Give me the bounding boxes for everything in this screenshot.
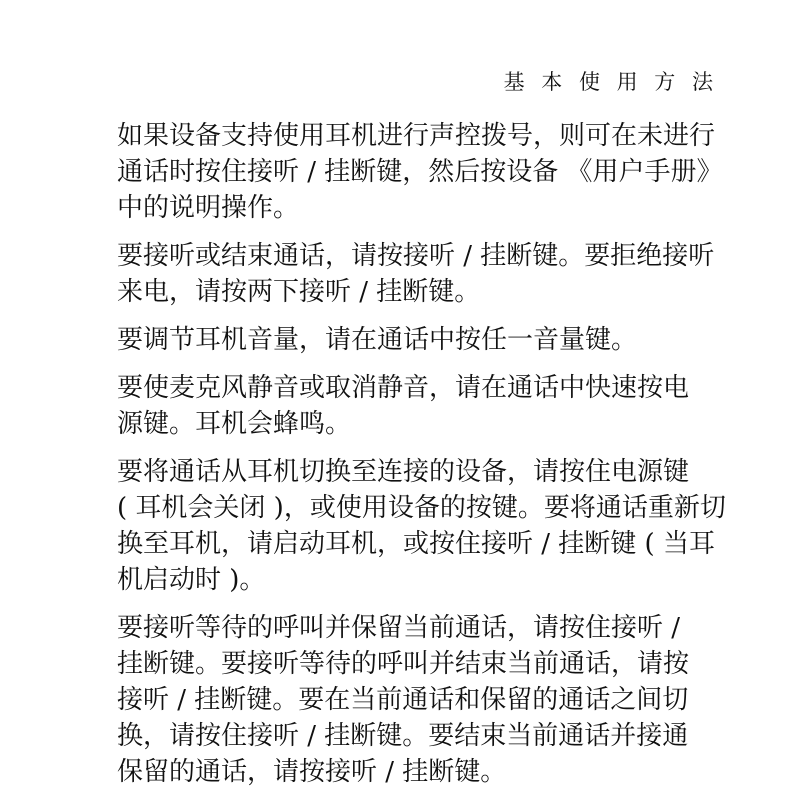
text-line: 如果设备支持使用耳机进行声控拨号，则可在未进行 <box>117 121 716 151</box>
text-line: 保留的通话，请按接听 / 挂断键。 <box>117 757 507 787</box>
text-line: 换至耳机，请启动耳机，或按住接听 / 挂断键 ( 当耳 <box>117 529 715 559</box>
paragraph-answer-end-call <box>117 238 737 310</box>
text-line: 机启动时 )。 <box>117 565 266 595</box>
text-line: 来电，请按两下接听 / 挂断键。 <box>117 277 481 307</box>
text-line: 通话时按住接听 / 挂断键，然后按设备 《用户手册》 <box>117 157 723 187</box>
page-header: 基 本 使 用 方 法 <box>503 70 718 94</box>
text-line: 源键。耳机会蜂鸣。 <box>117 409 352 439</box>
paragraph-call-waiting <box>117 610 737 790</box>
text-line: 挂断键。要接听等待的呼叫并结束当前通话，请按 <box>117 649 690 679</box>
text-line: 接听 / 挂断键。要在当前通话和保留的通话之间切 <box>117 685 689 715</box>
text-line: 要调节耳机音量，请在通话中按任一音量键。 <box>117 325 638 355</box>
text-line: 要将通话从耳机切换至连接的设备，请按住电源键 <box>117 457 690 487</box>
text-line: 要接听或结束通话，请按接听 / 挂断键。要拒绝接听 <box>117 241 715 271</box>
text-line: ( 耳机会关闭 )，或使用设备的按键。要将通话重新切 <box>117 493 726 523</box>
paragraph-voice-dialing <box>117 118 737 226</box>
paragraph-volume <box>117 322 737 358</box>
paragraph-transfer-call <box>117 454 737 598</box>
text-line: 要使麦克风静音或取消静音，请在通话中快速按电 <box>117 373 690 403</box>
paragraph-mute <box>117 370 737 442</box>
text-line: 换，请按住接听 / 挂断键。要结束当前通话并接通 <box>117 721 689 751</box>
text-line: 要接听等待的呼叫并保留当前通话，请按住接听 / <box>117 613 681 643</box>
text-line: 中的说明操作。 <box>117 193 300 223</box>
document-body <box>117 118 737 802</box>
